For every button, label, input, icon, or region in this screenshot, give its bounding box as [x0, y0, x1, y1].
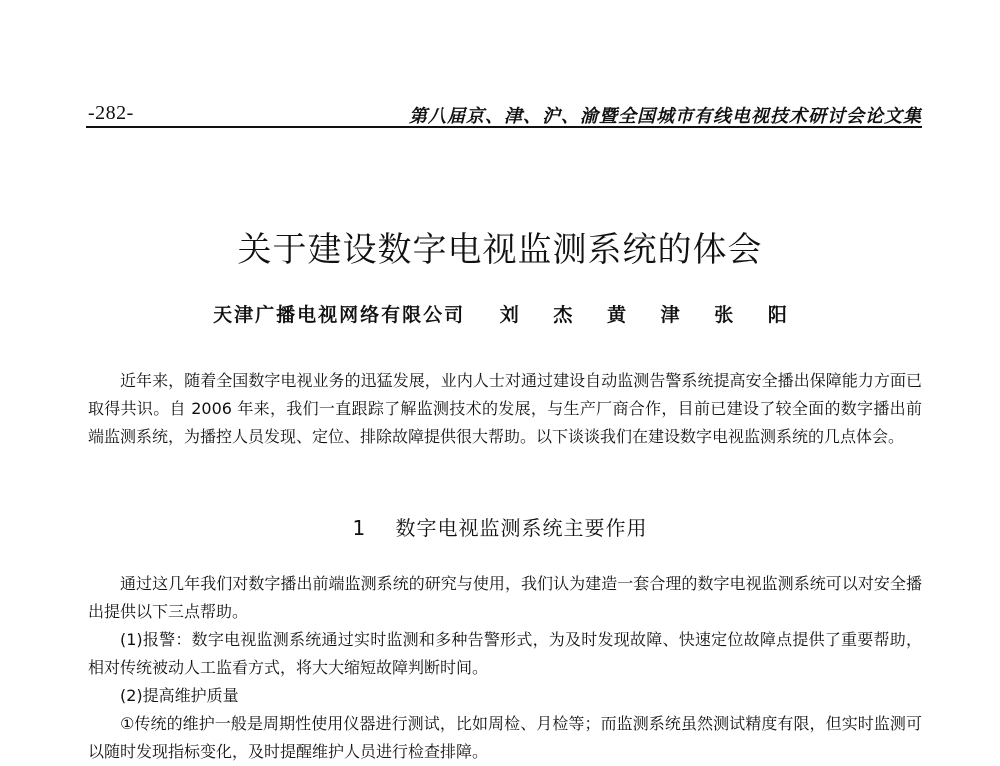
section-paragraph: 通过这几年我们对数字播出前端监测系统的研究与使用，我们认为建造一套合理的数字电视监测系统可以对安全播出提供以下三点帮助。: [88, 574, 922, 621]
running-head: 第八届京、津、沪、渝暨全国城市有线电视技术研讨会论文集: [409, 106, 922, 127]
section-number: 1: [352, 516, 367, 540]
list-subitem-1: ①传统的维护一般是周期性使用仪器进行测试，比如周检、月检等；而监测系统虽然测试精度有限，但实时监测可以随时发现指标变化，及时提醒维护人员进行检查排障。: [88, 714, 922, 761]
author-line: [0, 300, 1000, 327]
section-title: 数字电视监测系统主要作用: [395, 516, 648, 540]
page-header: [86, 96, 922, 128]
list-item-alarm: (1)报警：数字电视监测系统通过实时监测和多种告警形式，为及时发现故障、快速定位故障点提供了重要帮助，相对传统被动人工监看方式，将大大缩短故障判断时间。: [88, 630, 922, 677]
affiliation: 天津广播电视网络有限公司: [213, 304, 466, 326]
list-item-maintenance: (2)提高维护质量: [120, 686, 239, 705]
intro-paragraph: 近年来，随着全国数字电视业务的迅猛发展，业内人士对通过建设自动监测告警系统提高安全播出保障能力方面已取得共识。自 2006 年来，我们一直跟踪了解监测技术的发展，与生产厂商合作，目前已建设了较全面的数字播出前端监测系统，为播控人员发现、定位、排除故障提供很大帮助。以下谈谈我们在建设数字电视监测系统的几点体会。: [88, 371, 922, 446]
article-title: 关于建设数字电视监测系统的体会: [237, 230, 763, 270]
section-heading: [0, 512, 1000, 541]
page-number: -282-: [88, 102, 134, 124]
author-names: 刘 杰 黄 津 张 阳: [499, 304, 787, 326]
